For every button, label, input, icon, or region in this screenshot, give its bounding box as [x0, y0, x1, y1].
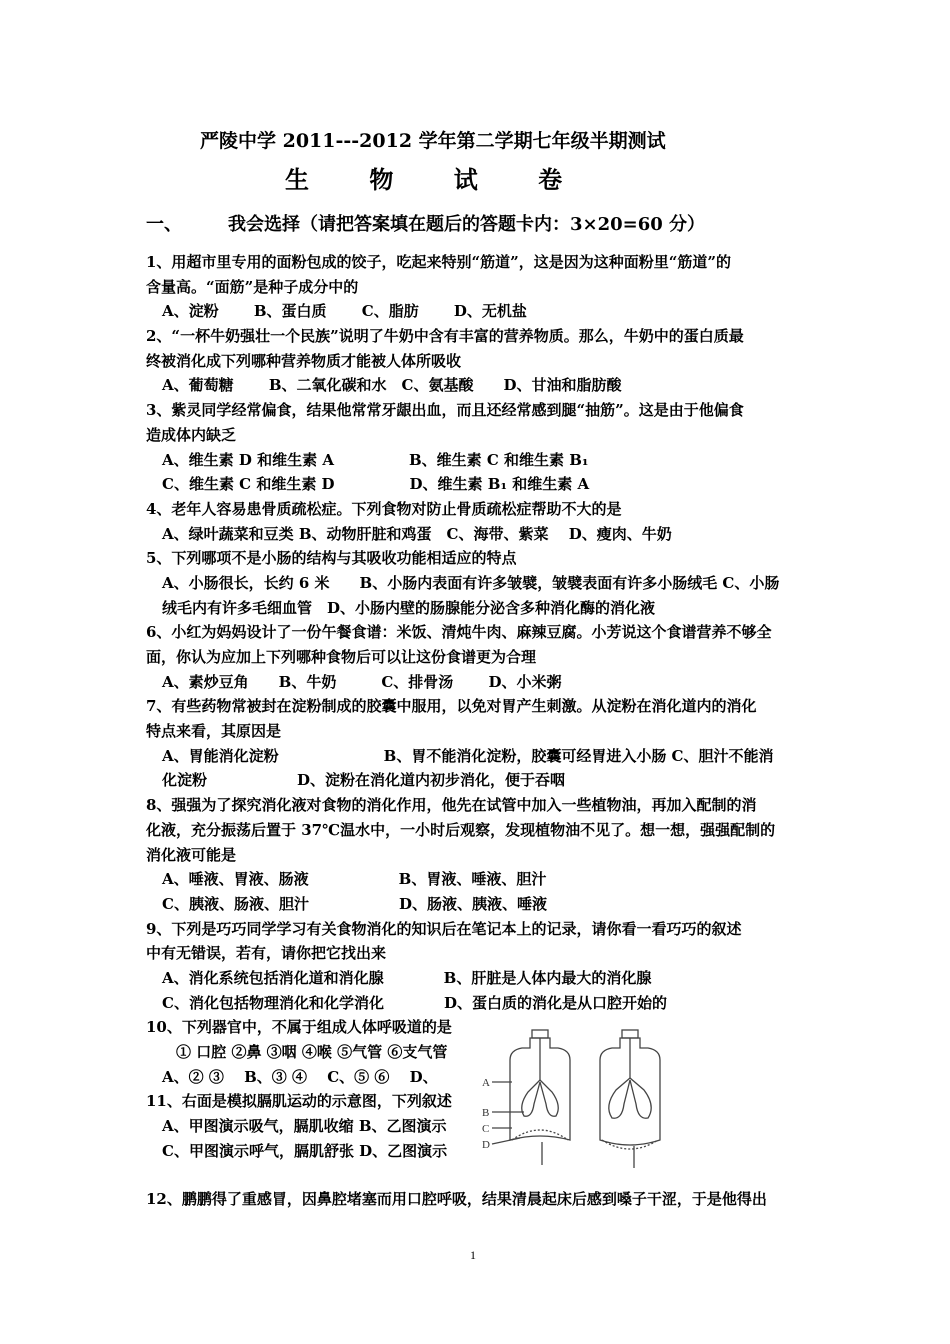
question-1-options: A、淀粉 B、蛋白质 C、脂肪 D、无机盐 — [162, 302, 527, 321]
question-7-stem: 7、有些药物常被封在淀粉制成的胶囊中服用，以免对胃产生刺激。从淀粉在消化道内的消化 — [146, 697, 757, 716]
figure-label-d: D — [482, 1139, 490, 1151]
question-7-options-cont: 化淀粉 D、淀粉在消化道内初步消化，便于吞咽 — [162, 771, 566, 790]
question-3-stem: 3、紫灵同学经常偏食，结果他常常牙龈出血，而且还经常感到腿“抽筋”。这是由于他偏食 — [146, 401, 744, 420]
question-11-options-ab: A、甲图演示吸气，膈肌收缩 B、乙图演示 — [162, 1117, 447, 1136]
question-8-options-cd: C、胰液、肠液、胆汁 D、肠液、胰液、唾液 — [162, 894, 547, 913]
question-11-options-cd: C、甲图演示呼气，膈肌舒张 D、乙图演示 — [162, 1141, 448, 1160]
exam-subtitle: 生 物 试 卷 — [285, 165, 589, 194]
question-5-options-cont: 绒毛内有许多毛细血管 D、小肠内壁的肠腺能分泌含多种消化酶的消化液 — [162, 598, 656, 617]
question-4-options: A、绿叶蔬菜和豆类 B、动物肝脏和鸡蛋 C、海带、紫菜 D、瘦肉、牛奶 — [162, 524, 672, 543]
question-9-stem: 9、下列是巧巧同学学习有关食物消化的知识后在笔记本上的记录，请你看一看巧巧的叙述 — [146, 919, 742, 938]
figure-label-a: A — [482, 1077, 490, 1089]
question-6-stem-cont: 面，你认为应加上下列哪种食物后可以让这份食谱更为合理 — [146, 648, 537, 666]
question-6-options: A、素炒豆角 B、牛奶 C、排骨汤 D、小米粥 — [162, 672, 562, 691]
question-12-stem: 12、鹏鹏得了重感冒，因鼻腔堵塞而用口腔呼吸，结果清晨起床后感到嗓子干涩，于是他得出 — [146, 1190, 767, 1209]
question-2-stem-cont: 终被消化成下列哪种营养物质才能被人体所吸收 — [146, 351, 462, 370]
question-8-stem-cont2: 消化液可能是 — [146, 845, 237, 864]
question-6-stem: 6、小红为妈妈设计了一份午餐食谱：米饭、清炖牛肉、麻辣豆腐。小芳说这个食谱营养不够全 — [146, 623, 772, 642]
question-9-stem-cont: 中有无错误，若有，请你把它找出来 — [146, 944, 387, 963]
question-8-options-ab: A、唾液、胃液、肠液 B、胃液、唾液、胆汁 — [162, 870, 547, 889]
figure-label-c: C — [482, 1123, 490, 1135]
question-7-stem-cont: 特点来看，其原因是 — [146, 722, 282, 741]
section-number: 一、 — [146, 214, 182, 235]
question-9-options-ab: A、消化系统包括消化道和消化腺 B、肝脏是人体内最大的消化腺 — [162, 968, 652, 987]
question-2-options: A、葡萄糖 B、二氧化碳和水 C、氨基酸 D、甘油和脂肪酸 — [162, 376, 622, 395]
question-3-stem-cont: 造成体内缺乏 — [146, 425, 237, 444]
bell-jar-diagram — [462, 1020, 672, 1170]
question-3-options-cd: C、维生素 C 和维生素 D D、维生素 B₁ 和维生素 A — [162, 475, 590, 494]
diaphragm-model-figure — [462, 1020, 672, 1170]
question-10-options: A、② ③ B、③ ④ C、⑤ ⑥ D、 — [162, 1067, 438, 1086]
question-1-stem-cont: 含量高。“面筋”是种子成分中的 — [146, 277, 359, 296]
question-11-stem: 11、右面是模拟膈肌运动的示意图，下列叙述 — [146, 1092, 452, 1111]
question-2-stem: 2、“一杯牛奶强壮一个民族”说明了牛奶中含有丰富的营养物质。那么，牛奶中的蛋白质最 — [146, 327, 744, 346]
section-heading — [146, 210, 705, 236]
question-8-stem-cont: 化液，充分振荡后置于 37℃温水中，一小时后观察，发现植物油不见了。想一想，强强配制的 — [146, 820, 776, 839]
question-10-items: ① 口腔 ②鼻 ③咽 ④喉 ⑤气管 ⑥支气管 — [176, 1043, 448, 1061]
question-1-stem: 1、用超市里专用的面粉包成的饺子，吃起来特别“筋道”，这是因为这种面粉里“筋道”的 — [146, 253, 731, 271]
section-instruction: 我会选择（请把答案填在题后的答题卡内：3×20=60 分） — [228, 214, 706, 235]
question-9-options-cd: C、消化包括物理消化和化学消化 D、蛋白质的消化是从口腔开始的 — [162, 993, 667, 1012]
figure-label-b: B — [482, 1107, 490, 1119]
question-7-options: A、胃能消化淀粉 B、胃不能消化淀粉，胶囊可经胃进入小肠 C、胆汁不能消 — [162, 746, 774, 765]
page-number: 1 — [470, 1248, 476, 1262]
question-4-stem: 4、老年人容易患骨质疏松症。下列食物对防止骨质疏松症帮助不大的是 — [146, 499, 622, 518]
question-10-stem: 10、下列器官中，不属于组成人体呼吸道的是 — [146, 1018, 452, 1037]
exam-title: 严陵中学 2011---2012 学年第二学期七年级半期测试 — [200, 130, 666, 152]
question-3-options-ab: A、维生素 D 和维生素 A B、维生素 C 和维生素 B₁ — [162, 450, 589, 469]
question-5-stem: 5、下列哪项不是小肠的结构与其吸收功能相适应的特点 — [146, 549, 517, 568]
question-5-options: A、小肠很长，长约 6 米 B、小肠内表面有许多皱襞，皱襞表面有许多小肠绒毛 C、小肠 — [162, 573, 780, 592]
question-8-stem: 8、强强为了探究消化液对食物的消化作用，他先在试管中加入一些植物油，再加入配制的消 — [146, 796, 757, 815]
